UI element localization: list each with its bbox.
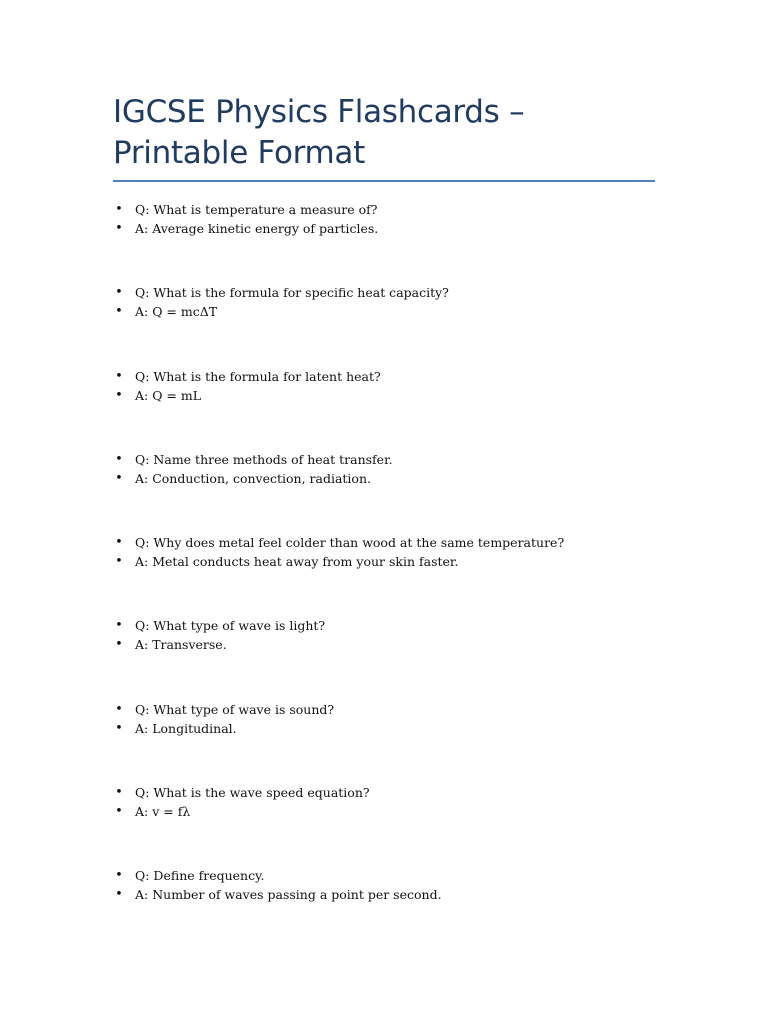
bullet-icon: • <box>115 702 123 717</box>
question-line <box>113 283 673 302</box>
answer-line <box>113 802 673 821</box>
bullet-icon: • <box>115 202 123 217</box>
question-text: Q: What is the wave speed equation? <box>135 785 370 800</box>
answer-line <box>113 469 673 488</box>
bullet-icon: • <box>115 221 123 236</box>
flashcard <box>113 616 673 654</box>
question-text: Q: Define frequency. <box>135 868 265 883</box>
flashcard <box>113 866 673 904</box>
answer-text: A: Longitudinal. <box>135 721 237 736</box>
answer-line <box>113 386 673 405</box>
bullet-icon: • <box>115 804 123 819</box>
bullet-icon: • <box>115 721 123 736</box>
flashcard <box>113 367 673 405</box>
question-line <box>113 866 673 885</box>
answer-text: A: Transverse. <box>135 637 227 652</box>
answer-line <box>113 719 673 738</box>
bullet-icon: • <box>115 285 123 300</box>
question-text: Q: What type of wave is light? <box>135 618 326 633</box>
bullet-icon: • <box>115 452 123 467</box>
flashcard <box>113 283 673 321</box>
answer-text: A: Q = mcΔT <box>135 304 218 319</box>
answer-text: A: Number of waves passing a point per second. <box>135 887 442 902</box>
question-line <box>113 700 673 719</box>
answer-text: A: Conduction, convection, radiation. <box>135 471 371 486</box>
bullet-icon: • <box>115 868 123 883</box>
bullet-icon: • <box>115 785 123 800</box>
question-line <box>113 367 673 386</box>
answer-line <box>113 219 673 238</box>
flashcard <box>113 533 673 571</box>
document-title: IGCSE Physics Flashcards – Printable Format <box>113 94 525 171</box>
question-line <box>113 783 673 802</box>
title-underline <box>113 180 655 182</box>
flashcard <box>113 783 673 821</box>
question-line <box>113 616 673 635</box>
question-text: Q: Name three methods of heat transfer. <box>135 452 393 467</box>
bullet-icon: • <box>115 554 123 569</box>
answer-text: A: Average kinetic energy of particles. <box>135 221 379 236</box>
answer-line <box>113 302 673 321</box>
bullet-icon: • <box>115 535 123 550</box>
answer-text: A: Metal conducts heat away from your skin faster. <box>135 554 459 569</box>
answer-text: A: v = fλ <box>135 804 191 819</box>
bullet-icon: • <box>115 388 123 403</box>
answer-text: A: Q = mL <box>135 388 202 403</box>
bullet-icon: • <box>115 637 123 652</box>
bullet-icon: • <box>115 304 123 319</box>
question-line <box>113 533 673 552</box>
flashcard <box>113 700 673 738</box>
question-text: Q: What is temperature a measure of? <box>135 202 378 217</box>
question-line <box>113 450 673 469</box>
bullet-icon: • <box>115 618 123 633</box>
bullet-icon: • <box>115 369 123 384</box>
question-text: Q: What type of wave is sound? <box>135 702 335 717</box>
answer-line <box>113 885 673 904</box>
question-line <box>113 200 673 219</box>
bullet-icon: • <box>115 471 123 486</box>
answer-line <box>113 635 673 654</box>
bullet-icon: • <box>115 887 123 902</box>
question-text: Q: Why does metal feel colder than wood at the same temperature? <box>135 535 565 550</box>
flashcard <box>113 450 673 488</box>
question-text: Q: What is the formula for specific heat capacity? <box>135 285 449 300</box>
question-text: Q: What is the formula for latent heat? <box>135 369 381 384</box>
flashcard <box>113 200 673 238</box>
answer-line <box>113 552 673 571</box>
